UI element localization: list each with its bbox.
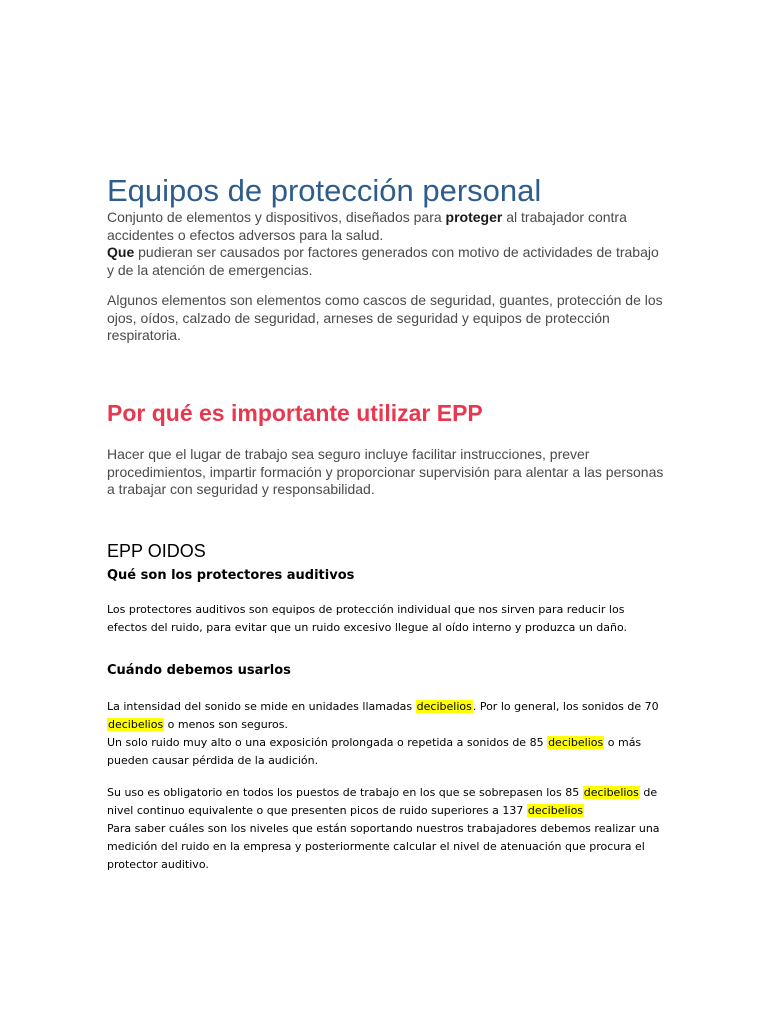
intro-text: Conjunto de elementos y dispositivos, diseñados para — [107, 209, 446, 225]
text-run: o más pueden causar pérdida de la audición. — [107, 736, 642, 767]
text-run: Un solo ruido muy alto o una exposición prolongada o repetida a sonidos de 85 — [107, 736, 548, 749]
subheading-que-son: Qué son los protectores auditivos — [107, 568, 355, 583]
epp-oidos-heading: EPP OIDOS — [107, 541, 206, 561]
highlight-decibelios: decibelios — [527, 804, 584, 817]
text-run: La intensidad del sonido se mide en unidades llamadas — [107, 700, 416, 713]
intro-text: pudieran ser causados por factores generados con motivo de actividades de trabajo y de la atención de emergencias. — [107, 244, 659, 278]
intro-bold-que: Que — [107, 244, 135, 260]
highlight-decibelios: decibelios — [548, 736, 604, 749]
text-run: o menos son seguros. — [164, 718, 288, 731]
intro-paragraph — [107, 209, 667, 279]
highlight-decibelios: decibelios — [583, 786, 639, 799]
highlight-decibelios: decibelios — [108, 718, 164, 731]
highlight-decibelios: decibelios — [416, 700, 472, 713]
mandatory-paragraph — [107, 784, 667, 874]
section-title-importance: Por qué es importante utilizar EPP — [107, 400, 483, 426]
text-run: . Por lo general, los sonidos de 70 — [472, 700, 659, 713]
intro-text: al trabajador contra accidentes o efectos adversos para la salud. — [107, 209, 627, 243]
text-run: Para saber cuáles son los niveles que están soportando nuestros trabajadores debemos realizar una medición del ruido en la empresa y posteriormente calcular el nivel de atenuación que procura el protector auditivo. — [107, 822, 660, 871]
elements-paragraph: Algunos elementos son elementos como cascos de seguridad, guantes, protección de los ojos, oídos, calzado de seguridad, arneses de seguridad y equipos de protección respiratoria. — [107, 292, 663, 343]
text-run: de nivel continuo equivalente o que presenten picos de ruido superiores a 137 — [107, 786, 658, 817]
intro-bold-proteger: proteger — [445, 209, 503, 225]
page-title: Equipos de protección personal — [107, 173, 542, 208]
intensity-paragraph — [107, 698, 667, 770]
protectores-paragraph: Los protectores auditivos son equipos de protección individual que nos sirven para reducir los efectos del ruido, para evitar que un ruido excesivo llegue al oído interno y produzca un daño. — [107, 603, 628, 634]
subheading-cuando: Cuándo debemos usarlos — [107, 663, 291, 678]
importance-paragraph: Hacer que el lugar de trabajo sea seguro incluye facilitar instrucciones, prever procedimientos, impartir formación y proporcionar supervisión para alentar a las personas a trabajar con seguridad y responsabilidad. — [107, 446, 664, 497]
text-run: Su uso es obligatorio en todos los puestos de trabajo en los que se sobrepasen los 85 — [107, 786, 583, 799]
